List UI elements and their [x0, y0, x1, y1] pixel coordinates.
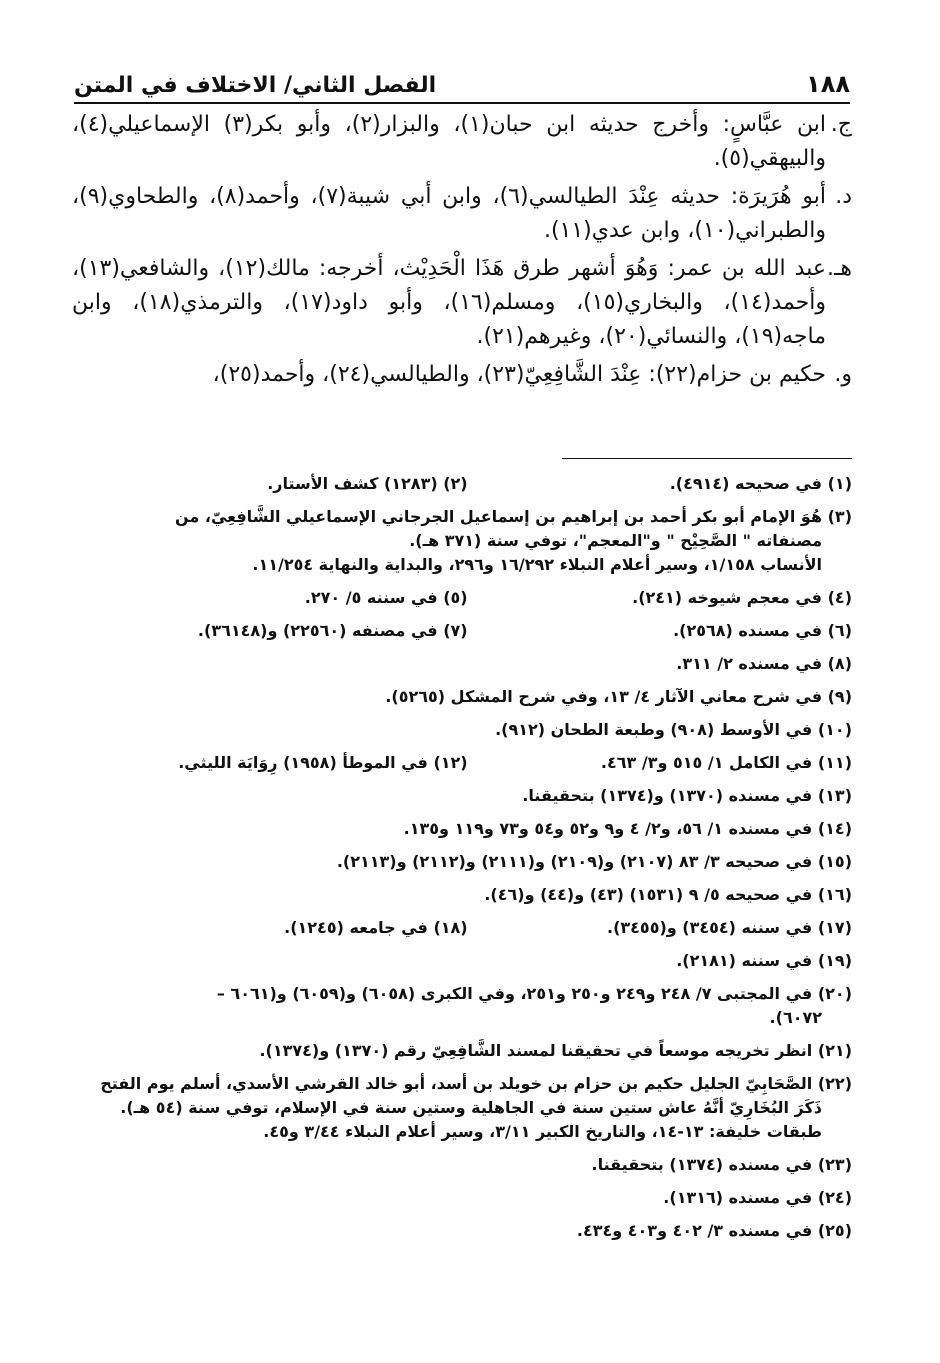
item-text: أبو هُرَيرَة: حديثه عِنْدَ الطيالسي(٦)، وابن أبي شيبة(٧)، وأحمد(٨)، والطحاوي(٩)، والطبراني(١٠)، وابن عدي(١١). [72, 184, 826, 243]
footnote: (١٠) في الأوسط (٩٠٨) وطبعة الطحان (٩١٢). [495, 720, 852, 739]
footnote [72, 982, 852, 1030]
page-header [74, 58, 850, 104]
footnote-line: مصنفاته " الصَّحِيْح " و"المعجم"، توفي سنة (٣٧١ هـ). [409, 531, 822, 550]
footnote [72, 1072, 852, 1144]
footnote: (١٥) في صحيحه ٣/ ٨٣ (٢١٠٧) و(٢١٠٩) و(٢١١١) و(٢١١٢) و(٢١١٣). [336, 852, 852, 871]
footnote: (٢٣) في مسنده (١٣٧٤) بتحقيقنا. [591, 1155, 852, 1174]
item-marker: ج. [830, 112, 852, 137]
list-item [72, 180, 852, 248]
footnote-line: (٢٠) في المجتبى ٧/ ٢٤٨ و٢٤٩ و٢٥٠ و٢٥١، وفي الكبرى (٦٠٥٨) و(٦٠٥٩) و(٦٠٦١ – [216, 984, 852, 1003]
footnote-row [72, 586, 852, 610]
list-item [72, 358, 852, 392]
item-marker: د. [835, 184, 852, 209]
footnote: (١٣) في مسنده (١٣٧٠) و(١٣٧٤) بتحقيقنا. [522, 786, 852, 805]
footnote: (٢٥) في مسنده ٣/ ٤٠٢ و٤٠٣ و٤٣٤. [576, 1221, 852, 1240]
footnote-line: (٣) هُوَ الإمام أبو بكر أحمد بن إبراهيم بن إسماعيل الجرجاني الإسماعيلي الشَّافِعِيّ، من [175, 507, 852, 526]
page-number: ١٨٨ [806, 70, 850, 98]
footnote: (١٧) في سننه (٣٤٥٤) و(٣٤٥٥). [607, 918, 852, 937]
footnote-line: الأنساب ١/١٥٨، وسير أعلام النبلاء ١٦/٢٩٢ و٢٩٦، والبداية والنهاية ١١/٢٥٤. [252, 555, 822, 574]
footnote-line: ذَكَرَ البُخَارِيّ أنَّهُ عاش ستين سنة في الجاهلية وستين سنة في الإسلام، توفي سنة (٥٤ هـ). [120, 1098, 822, 1117]
item-marker: هـ. [826, 256, 852, 281]
footnote: (٤) في معجم شيوخه (٢٤١). [632, 588, 852, 607]
footnotes [72, 472, 852, 1252]
footnote: (١٢) في الموطأ (١٩٥٨) رِوَايَة الليثي. [178, 753, 468, 772]
main-text [72, 108, 852, 396]
item-text: حكيم بن حزام(٢٢): عِنْدَ الشَّافِعِيّ(٢٣)، والطيالسي(٢٤)، وأحمد(٢٥)، [212, 362, 826, 387]
footnote-row [72, 619, 852, 643]
footnote-line: (٢٢) الصَّحَابِيّ الجليل حكيم بن حزام بن خويلد بن أسد، أبو خالد القرشي الأسدي، أسلم يوم الفتح [100, 1074, 852, 1093]
footnote-separator [562, 458, 852, 459]
item-text: عبد الله بن عمر: وَهُوَ أشهر طرق هَذَا الْحَدِيْث، أخرجه: مالك(١٢)، والشافعي(١٣)، وأحمد(١٤)، والبخاري(١٥)، ومسلم(١٦)، وأبو داود(١٧)، والترمذي(١٨)، وابن ماجه(١٩)، والنسائي(٢٠)، وغيرهم(٢١). [72, 256, 827, 349]
list-item [72, 108, 852, 176]
footnote: (١) في صحيحه (٤٩١٤). [669, 474, 852, 493]
footnote: (١٩) في سننه (٢١٨١). [676, 951, 852, 970]
footnote [72, 505, 852, 577]
footnote-row [72, 472, 852, 496]
footnote-line: طبقات خليفة: ١٣-١٤، والتاريخ الكبير ٣/١١، وسير أعلام النبلاء ٣/٤٤ و٤٥. [263, 1122, 822, 1141]
footnote: (٩) في شرح معاني الآثار ٤/ ١٣، وفي شرح المشكل (٥٢٦٥). [385, 687, 852, 706]
footnote: (٨) في مسنده ٢/ ٣١١. [676, 654, 852, 673]
footnote: (٢٤) في مسنده (١٣١٦). [663, 1188, 852, 1207]
footnote: (١١) في الكامل ١/ ٥١٥ و٣/ ٤٦٣. [600, 753, 852, 772]
footnote: (١٤) في مسنده ١/ ٥٦، و٢/ ٤ و٩ و٥٢ و٥٤ و٧٣ و١١٩ و١٣٥. [403, 819, 852, 838]
footnote-row [72, 751, 852, 775]
footnote: (٧) في مصنفه (٢٢٥٦٠) و(٣٦١٤٨). [197, 621, 468, 640]
item-marker: و. [834, 362, 852, 387]
footnote: (٢١) انظر تخريجه موسعاً في تحقيقنا لمسند الشَّافِعِيّ رقم (١٣٧٠) و(١٣٧٤). [259, 1041, 852, 1060]
item-text: ابن عبَّاسٍ: وأخرج حديثه ابن حبان(١)، والبزار(٢)، وأبو بكر(٣) الإسماعيلي(٤)، والبيهقي(٥). [72, 112, 827, 171]
list-item [72, 252, 852, 354]
footnote: (١٦) في صحيحه ٥/ ٩ (١٥٣١) (٤٣) و(٤٤) و(٤٦). [484, 885, 852, 904]
chapter-title: الفصل الثاني/ الاختلاف في المتن [74, 73, 437, 98]
footnote: (٥) في سننه ٥/ ٢٧٠. [304, 588, 468, 607]
footnote-line: ٦٠٧٢). [769, 1008, 822, 1027]
footnote: (١٨) في جامعه (١٢٤٥). [284, 918, 468, 937]
footnote: (٦) في مسنده (٢٥٦٨). [673, 621, 852, 640]
footnote: (٢) (١٢٨٣) كشف الأستار. [267, 474, 468, 493]
footnote-row [72, 916, 852, 940]
